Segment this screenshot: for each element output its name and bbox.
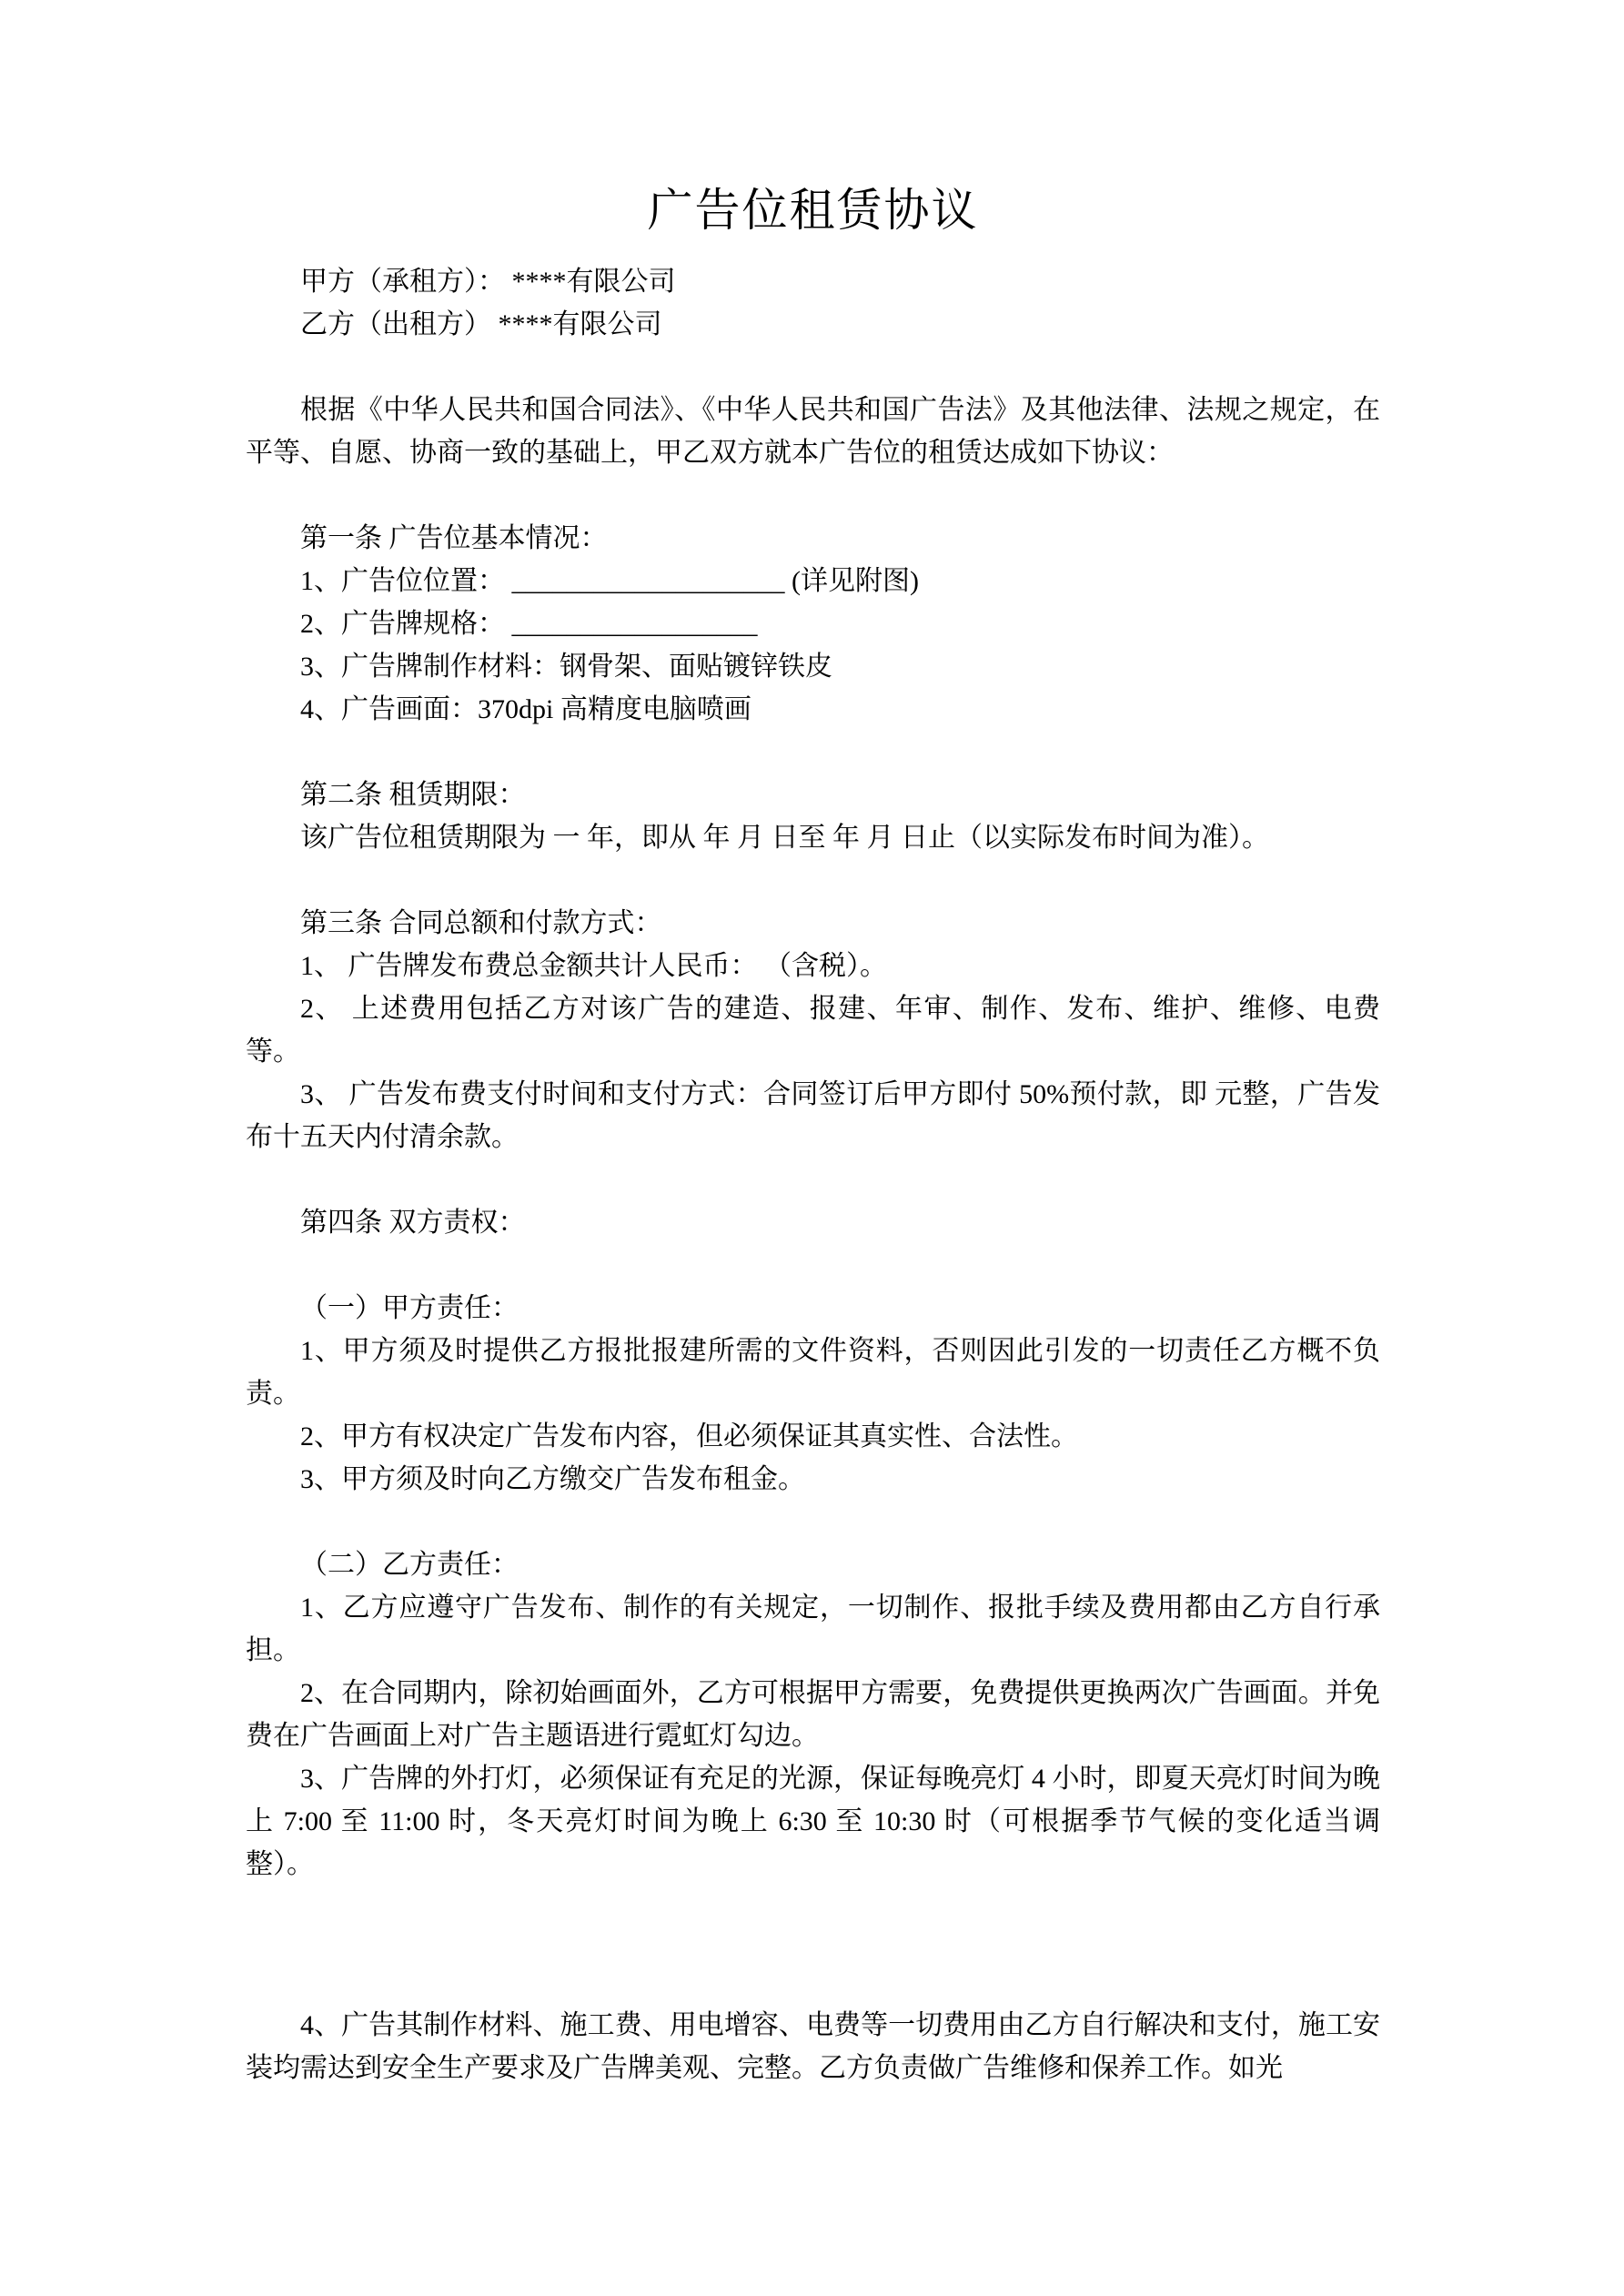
section-1-item-3: 3、广告牌制作材料：钢骨架、面贴镀锌铁皮 xyxy=(300,652,832,682)
section-3-item-3: 3、 广告发布费支付时间和支付方式：合同签订后甲方即付 50%预付款，即 元整，广告发布十五天内付清余款。 xyxy=(246,1079,1380,1152)
section-4-heading: 第四条 双方责权： xyxy=(300,1208,526,1238)
section-1-heading: 第一条 广告位基本情况： xyxy=(300,523,608,553)
party-b-duty-2: 2、在合同期内，除初始画面外，乙方可根据甲方需要，免费提供更换两次广告画面。并免费在广告画面上对广告主题语进行霓虹灯勾边。 xyxy=(246,1678,1380,1751)
document-title: 广告位租赁协议 xyxy=(647,185,979,236)
blank-line xyxy=(246,1244,1380,1287)
blank-line xyxy=(246,731,1380,774)
party-b-duties-heading: （二）乙方责任： xyxy=(300,1550,519,1580)
party-b-duty-3: 3、广告牌的外打灯，必须保证有充足的光源，保证每晚亮灯 4 小时，即夏天亮灯时间为晚上 7:00 至 11:00 时，冬天亮灯时间为晚上 6:30 至 10:30 时（可根据季节气候的变化适当调整）。 xyxy=(246,1764,1380,1879)
blank-line xyxy=(246,474,1380,517)
section-1-item-4: 4、广告画面：370dpi 高精度电脑喷画 xyxy=(300,694,751,724)
section-2-body: 该广告位租赁期限为 一 年，即从 年 月 日至 年 月 日止（以实际发布时间为准）。 xyxy=(300,823,1269,853)
party-a-duty-3: 3、甲方须及时向乙方缴交广告发布租金。 xyxy=(300,1464,805,1494)
party-a-duty-1: 1、甲方须及时提供乙方报批报建所需的文件资料，否则因此引发的一切责任乙方概不负责。 xyxy=(246,1336,1380,1409)
blank-line xyxy=(246,1158,1380,1201)
blank-line xyxy=(246,346,1380,389)
party-a-duties-heading: （一）甲方责任： xyxy=(300,1293,519,1323)
party-b-line: 乙方（出租方） ****有限公司 xyxy=(300,309,662,339)
blank-block xyxy=(246,1886,1380,2004)
preamble: 根据《中华人民共和国合同法》、《中华人民共和国广告法》及其他法律、法规之规定，在平等、自愿、协商一致的基础上，甲乙双方就本广告位的租赁达成如下协议： xyxy=(246,395,1380,468)
party-b-duty-1: 1、乙方应遵守广告发布、制作的有关规定，一切制作、报批手续及费用都由乙方自行承担。 xyxy=(246,1593,1380,1665)
section-3-item-1: 1、 广告牌发布费总金额共计人民币： （含税）。 xyxy=(300,951,887,981)
section-1-item-2: 2、广告牌规格： __________________ xyxy=(300,609,758,639)
section-1-item-1: 1、广告位位置： ____________________ (详见附图) xyxy=(300,566,919,596)
section-3-heading: 第三条 合同总额和付款方式： xyxy=(300,908,662,938)
section-3-item-2: 2、 上述费用包括乙方对该广告的建造、报建、年审、制作、发布、维护、维修、电费等。 xyxy=(246,994,1380,1067)
section-2-heading: 第二条 租赁期限： xyxy=(300,780,526,810)
party-b-duty-4: 4、广告其制作材料、施工费、用电增容、电费等一切费用由乙方自行解决和支付，施工安装均需达到安全生产要求及广告牌美观、完整。乙方负责做广告维修和保养工作。如光 xyxy=(246,2010,1380,2083)
blank-line xyxy=(246,859,1380,902)
party-a-duty-2: 2、甲方有权决定广告发布内容，但必须保证其真实性、合法性。 xyxy=(300,1421,1078,1451)
party-a-line: 甲方（承租方）： ****有限公司 xyxy=(300,267,676,297)
blank-line xyxy=(246,1501,1380,1543)
